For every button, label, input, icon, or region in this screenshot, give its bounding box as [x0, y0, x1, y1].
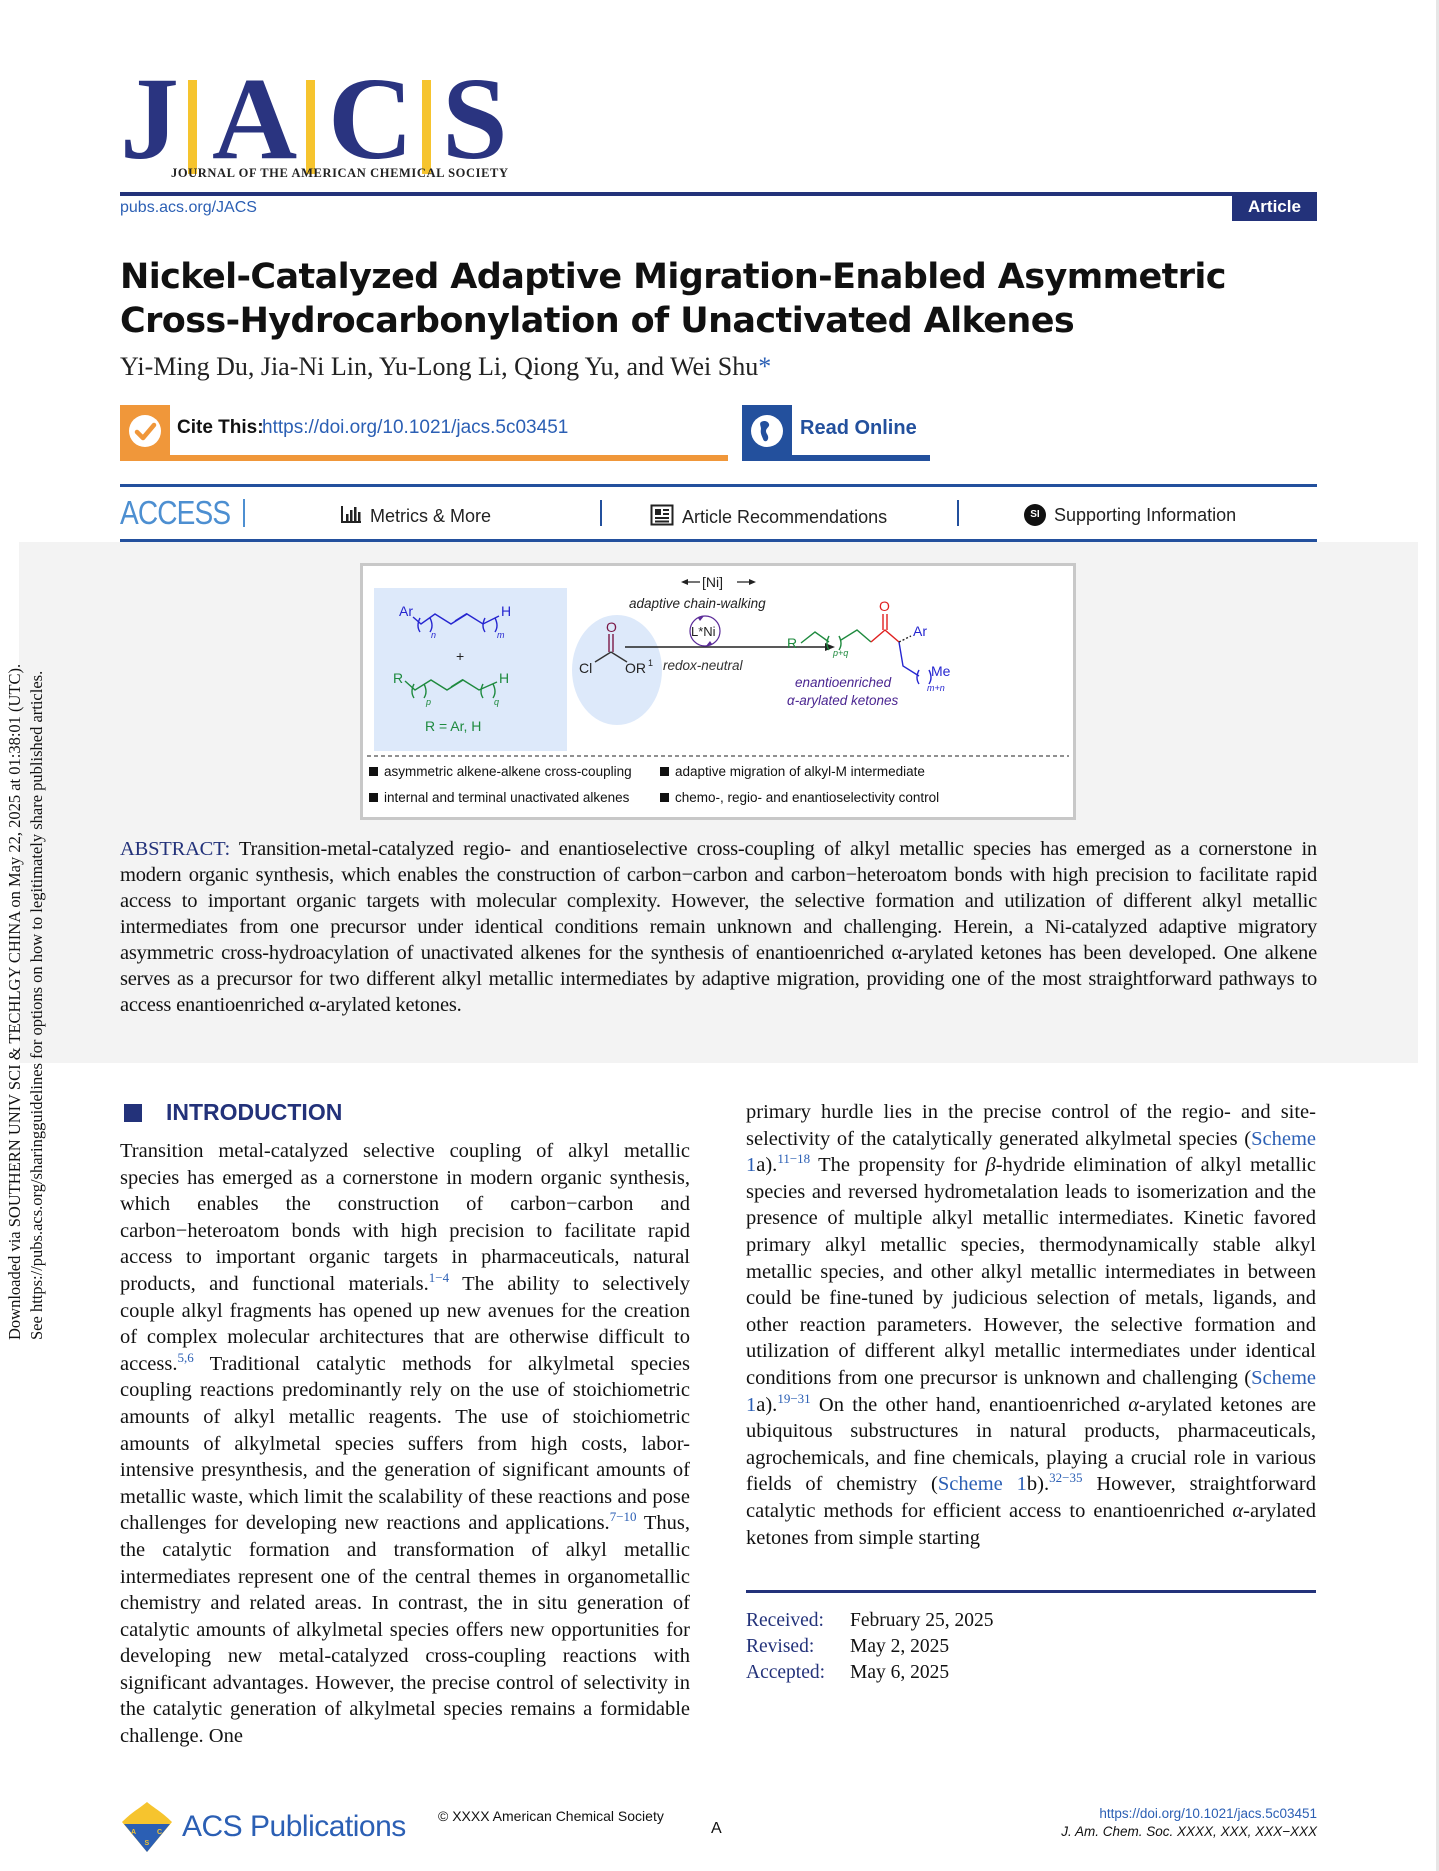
scheme-link[interactable]: Scheme 1 [746, 1127, 1316, 1177]
paragraph-text: a). [756, 1393, 778, 1416]
intro-column-right [746, 1099, 1316, 1551]
supporting-information-link[interactable] [1024, 504, 1236, 526]
paragraph-text: Traditional catalytic methods for alkylmetal species coupling reactions predominantly rely on the use of stoichiometric amounts of alkyl metallic reagents. The use of stoichiometric amounts of alkylmetal species suffers from high costs, labor-intensive presynthesis, and the generation of significant amounts of metallic waste, which limit the scalability of these reactions and pose challenges for developing new reactions and applications. [120, 1352, 690, 1535]
article-title: Nickel-Catalyzed Adaptive Migration-Enabled Asymmetric Cross-Hydrocarbonylation of Unactivated Alkenes [120, 257, 1226, 341]
metrics-more-link[interactable] [340, 504, 491, 529]
product-structure [801, 614, 931, 684]
page-number: A [711, 1820, 722, 1837]
abstract-label: ABSTRACT: [120, 838, 230, 860]
footer-citation: J. Am. Chem. Soc. XXXX, XXX, XXX−XXX [1061, 1824, 1317, 1839]
logo-divider [188, 80, 197, 174]
catalyst-label: L*Ni [691, 624, 716, 639]
toc-bullet: asymmetric alkene-alkene cross-coupling [384, 764, 632, 779]
download-notice-line-1: Downloaded via SOUTHERN UNIV SCI & TECHLGY CHINA on May 22, 2025 at 01:38:01 (UTC). [5, 663, 24, 1340]
metrics-more-label: Metrics & More [370, 506, 492, 526]
logo-letter-j: J [120, 53, 179, 184]
bullet-icon [369, 767, 378, 776]
paragraph-text: The ability to selectively couple alkyl fragments has opened up new avenues for the creation of complex molecular architectures that are otherwise difficult to access. [120, 1272, 691, 1375]
date-label: Revised: [746, 1636, 815, 1657]
abstract [120, 836, 1317, 1018]
date-value: February 25, 2025 [850, 1610, 994, 1631]
reactant-2-r: R [393, 670, 404, 686]
supporting-information-label: Supporting Information [1054, 504, 1237, 525]
date-label: Accepted: [746, 1662, 826, 1683]
arrow-top-label: adaptive chain-walking [629, 596, 766, 611]
acs-publications-logo[interactable] [120, 1800, 406, 1854]
download-notice [4, 540, 48, 1340]
reactant-2-h: H [499, 670, 510, 686]
article-type-badge: Article [1232, 193, 1317, 221]
abstract-body: Transition-metal-catalyzed regio- and enantioselective cross-coupling of alkyl metallic species has emerged as a cornerstone in modern organic synthesis, which enables the construction of carbon−carbon and carbon−heteroatom bonds with high precision to facilitate rapid access to important organic targets with molecular complexity. However, the selective formation and utilization of different alkyl metallic intermediates from one precursor under identical conditions remain unknown and challenging. Herein, a Ni-catalyzed adaptive migratory asymmetric cross-hydroacylation of unactivated alkenes for the synthesis of enantioenriched α-arylated ketones has been developed. One alkene serves as a precursor for two different alkyl metallic intermediates by adaptive migration, providing one of the most straightforward pathways to access enantioenriched α-arylated ketones. [120, 838, 1317, 1016]
product-label-1: enantioenriched [795, 675, 892, 690]
checkmark-icon [129, 415, 161, 447]
svg-text:C: C [157, 1829, 163, 1836]
paragraph-text: -arylated ketones are ubiquitous substructures in natural products, pharmaceuticals, agrochemicals, and fine chemicals, playing a crucial role in various fields of chemistry ( [746, 1393, 1316, 1496]
download-notice-line-2: See https://pubs.acs.org/sharingguidelines for options on how to legitimately share published articles. [27, 670, 46, 1340]
globe-icon [751, 415, 783, 447]
reactant-1-sub-n: n [431, 630, 437, 640]
cite-label: Cite This: [177, 417, 264, 438]
logo-letter-s: S [442, 53, 508, 184]
read-online-button[interactable] [742, 405, 930, 460]
article-recommendations-label: Article Recommendations [682, 507, 888, 527]
citation-ref[interactable]: 7−10 [609, 1509, 637, 1525]
reactant-1-h: H [501, 603, 512, 619]
plus-sign: + [456, 648, 465, 664]
product-me: Me [931, 663, 951, 679]
cite-doi-link[interactable]: https://doi.org/10.1021/jacs.5c03451 [262, 417, 569, 438]
toc-graphic [360, 563, 1076, 820]
r-definition: R = Ar, H [425, 718, 482, 734]
read-underline [742, 455, 930, 461]
publisher-name: ACS Publications [182, 1810, 406, 1843]
reactant-2-sub-q: q [494, 697, 500, 707]
arrow-top-ni: [Ni] [702, 574, 723, 590]
product-r: R [787, 635, 798, 651]
introduction-heading-text: INTRODUCTION [166, 1099, 343, 1125]
journal-name: JOURNAL OF THE AMERICAN CHEMICAL SOCIETY [171, 166, 509, 180]
greek-symbol: β [985, 1154, 996, 1177]
date-value: May 2, 2025 [850, 1636, 950, 1657]
scheme-link[interactable]: Scheme 1 [746, 1366, 1316, 1416]
logo-letter-a: A [212, 53, 298, 184]
copyright: © XXXX American Chemical Society [438, 1808, 664, 1824]
date-value: May 6, 2025 [850, 1662, 950, 1683]
reactant-1-ar: Ar [399, 603, 413, 619]
citation-ref[interactable]: 1−4 [428, 1270, 450, 1286]
paragraph-text: Transition metal-catalyzed selective coupling of alkyl metallic species has emerged as a cornerstone in modern organic synthesis, which enables the construction of carbon−carbon and carbon−heteroatom bonds with high precision to facilitate rapid access to important organic targets in pharmaceuticals, natural products, and functional materials. [120, 1140, 690, 1295]
logo-divider [422, 80, 431, 174]
product-ar: Ar [913, 623, 927, 639]
access-divider [600, 500, 602, 526]
paragraph-text: However, straightforward catalytic methods for efficient access to enantioenriched [746, 1473, 1316, 1522]
paragraph-text: -arylated ketones from simple starting [746, 1499, 1316, 1549]
logo-divider [306, 80, 315, 174]
access-separator [243, 499, 245, 527]
authors-text: Yi-Ming Du, Jia-Ni Lin, Yu-Long Li, Qiong Yu, and Wei Shu [120, 352, 759, 381]
si-icon: SI [1024, 504, 1046, 526]
read-online-label: Read Online [800, 417, 917, 439]
footer-doi-link[interactable]: https://doi.org/10.1021/jacs.5c03451 [1099, 1806, 1317, 1821]
paragraph-text: a). [756, 1154, 778, 1177]
date-revised [746, 1634, 994, 1660]
reagent-o: O [606, 619, 617, 635]
introduction-heading [124, 1099, 342, 1126]
access-label: ACCESS [120, 494, 231, 531]
acs-emblem-icon [120, 1800, 174, 1854]
newspaper-icon [650, 504, 674, 531]
access-divider [957, 500, 959, 526]
product-sub-me: m+n [927, 683, 945, 693]
paragraph-text: Thus, the catalytic formation and transformation of alkyl metallic intermediates represent one of the central themes in organometallic chemistry and related areas. In contrast, the in situ generation of catalytic amounts of alkylmetal species offers new opportunities for developing new metal-catalyzed cross-coupling reactions with significant advantages. However, the precise control of selectivity in the catalytic generation of alkylmetal species remains a formidable challenge. One [120, 1512, 690, 1748]
svg-text:A: A [131, 1829, 137, 1836]
intro-column-left [120, 1138, 690, 1750]
reagent-or-sup: 1 [648, 658, 654, 668]
header-rule [120, 192, 1317, 196]
cite-underline [120, 455, 728, 461]
date-received [746, 1608, 994, 1634]
toc-bullet: chemo-, regio- and enantioselectivity control [675, 790, 940, 805]
paragraph-text: -hydride elimination of alkyl metallic species and reversed hydrometalation leads to isomerization and the presence of multiple alkyl metallic intermediates. Kinetic favored primary alkyl metallic species, thermodynamically stable alkyl metallic species, and other alkyl metallic intermediates in between could be fine-tuned by judicious selection of metals, ligands, and other reaction parameters. However, the selective formation and utilization of different alkyl metallic intermediates under identical conditions from one precursor is unknown and challenging ( [746, 1154, 1316, 1389]
access-bar-top-rule [120, 484, 1317, 487]
bullet-icon [369, 793, 378, 802]
product-o: O [879, 598, 890, 614]
paragraph-text: The propensity for [810, 1154, 986, 1177]
article-recommendations-link[interactable] [650, 504, 887, 531]
bar-chart-icon [340, 504, 362, 529]
date-accepted [746, 1660, 994, 1686]
publication-dates [746, 1608, 994, 1686]
citation-ref[interactable]: 5,6 [177, 1349, 194, 1365]
paragraph-text: primary hurdle lies in the precise control of the regio- and site-selectivity of the catalytically generated alkylmetal species ( [746, 1101, 1316, 1150]
author-list [120, 352, 771, 382]
reagent-cl: Cl [579, 660, 593, 676]
logo-letter-c: C [328, 53, 414, 184]
paragraph-text: On the other hand, enantioenriched [810, 1393, 1129, 1416]
product-label-2: α-arylated ketones [787, 693, 899, 708]
citation-ref[interactable]: 19−31 [777, 1390, 811, 1406]
reagent-or: OR [625, 660, 646, 676]
bullet-icon [660, 767, 669, 776]
product-sub-chain: p+q [833, 648, 849, 658]
toc-bullet: adaptive migration of alkyl-M intermediate [675, 764, 925, 779]
cite-this-box [120, 405, 728, 460]
section-marker-icon [124, 1104, 142, 1122]
reactant-1-sub-m: m [497, 630, 505, 640]
date-label: Received: [746, 1610, 824, 1631]
scheme-link[interactable]: Scheme 1 [937, 1473, 1027, 1496]
svg-text:S: S [144, 1840, 150, 1847]
corresponding-author-mark[interactable]: * [758, 352, 772, 381]
citation-ref[interactable]: 32−35 [1049, 1470, 1083, 1486]
arrow-bottom-label: redox-neutral [663, 658, 743, 673]
paragraph-text: b). [1026, 1473, 1050, 1496]
citation-ref[interactable]: 11−18 [777, 1151, 811, 1167]
dates-rule [746, 1590, 1316, 1593]
journal-site-link[interactable]: pubs.acs.org/JACS [120, 199, 257, 216]
greek-symbol: α [1232, 1499, 1244, 1522]
jacs-logo [120, 53, 510, 187]
greek-symbol: α [1128, 1393, 1139, 1416]
toc-bullet: internal and terminal unactivated alkenes [384, 790, 630, 805]
reactant-2-sub-p: p [426, 697, 432, 707]
bullet-icon [660, 793, 669, 802]
